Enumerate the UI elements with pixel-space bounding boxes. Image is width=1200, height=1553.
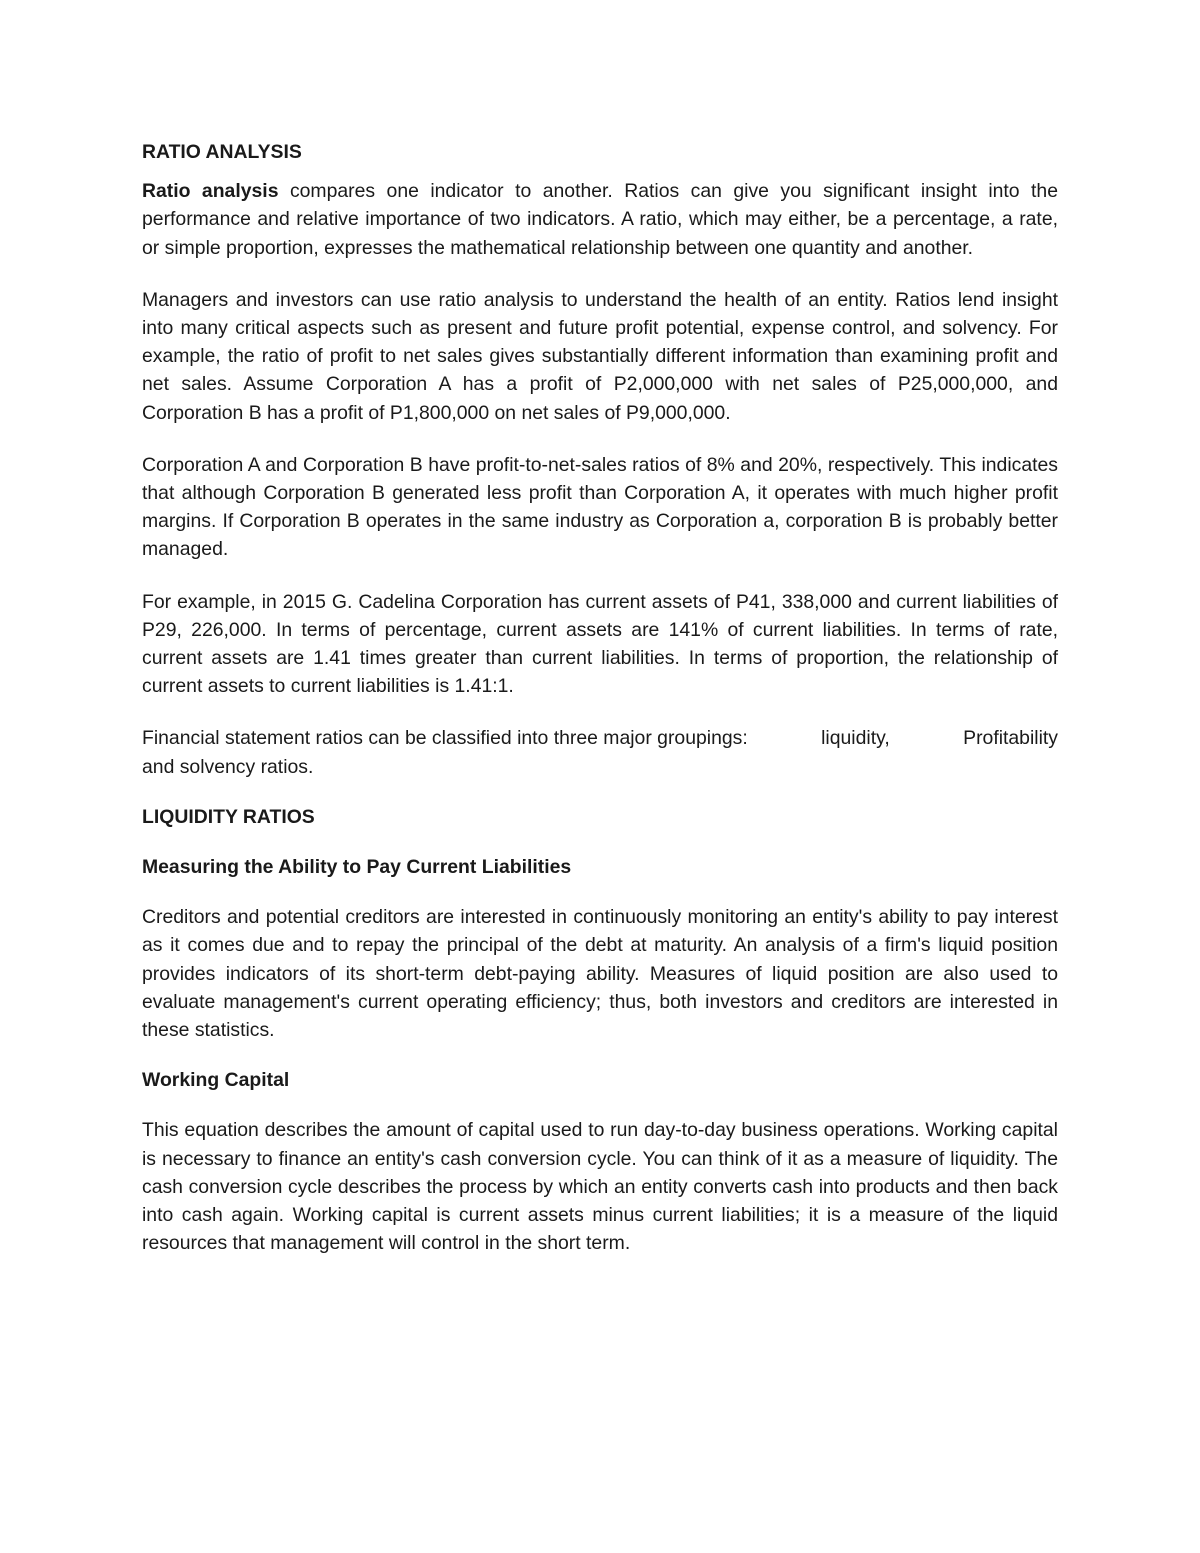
working-capital-heading: Working Capital xyxy=(142,1069,290,1092)
intro-lead-term: Ratio analysis xyxy=(142,180,279,203)
intro-paragraph xyxy=(142,177,1058,262)
groupings-liquidity: liquidity, xyxy=(821,727,890,750)
groupings-profitability: Profitability xyxy=(963,727,1058,750)
working-capital-paragraph: This equation describes the amount of capital used to run day-to-day business operations. Working capital is necessary to finance an entity's cash conversion cycle. You can think of it as a measure of liquidity. The cash conversion cycle describes the process by which an entity converts cash into products and then back into cash again. Working capital is current assets minus current liabilities; it is a measure of the liquid resources that management will control in the short term. xyxy=(142,1119,1058,1255)
document-page xyxy=(142,138,1058,1258)
liquidity-heading: LIQUIDITY RATIOS xyxy=(142,805,315,828)
groupings-line-2: and solvency ratios. xyxy=(142,755,314,778)
document-title: RATIO ANALYSIS xyxy=(142,141,302,163)
example-paragraph: For example, in 2015 G. Cadelina Corporation has current assets of P41, 338,000 and current liabilities of P29, 226,000. In terms of percentage, current assets are 141% of current liabilities. In terms of rate, current assets are 1.41 times greater than current liabilities. In terms of proportion, the relationship of current assets to current liabilities is 1.41:1. xyxy=(142,590,1058,698)
intro-text: compares one indicator to another. Ratios can give you significant insight into the performance and relative importance of two indicators. A ratio, which may either, be a percentage, a rate, or simple proportion, expresses the mathematical relationship between one quantity and another. xyxy=(142,180,1058,259)
groupings-line-1 xyxy=(142,724,1058,752)
corporations-paragraph: Corporation A and Corporation B have profit-to-net-sales ratios of 8% and 20%, respectively. This indicates that although Corporation B generated less profit than Corporation A, it operates with much higher profit margins. If Corporation B operates in the same industry as Corporation a, corporation B is probably better managed. xyxy=(142,453,1058,561)
liquidity-subheading: Measuring the Ability to Pay Current Liabilities xyxy=(142,856,572,879)
groupings-text: Financial statement ratios can be classified into three major groupings: xyxy=(142,727,748,750)
creditors-paragraph: Creditors and potential creditors are interested in continuously monitoring an entity's ability to pay interest as it comes due and to repay the principal of the debt at maturity. An analysis of a firm's liquid position provides indicators of its short-term debt-paying ability. Measures of liquid position are also used to evaluate management's current operating efficiency; thus, both investors and creditors are interested in these statistics. xyxy=(142,906,1058,1042)
groupings-paragraph xyxy=(142,724,1058,780)
managers-paragraph: Managers and investors can use ratio analysis to understand the health of an entity. Ratios lend insight into many critical aspects such as present and future profit potential, expense control, and solvency. For example, the ratio of profit to net sales gives substantially different information than examining profit and net sales. Assume Corporation A has a profit of P2,000,000 with net sales of P25,000,000, and Corporation B has a profit of P1,800,000 on net sales of P9,000,000. xyxy=(142,288,1058,424)
